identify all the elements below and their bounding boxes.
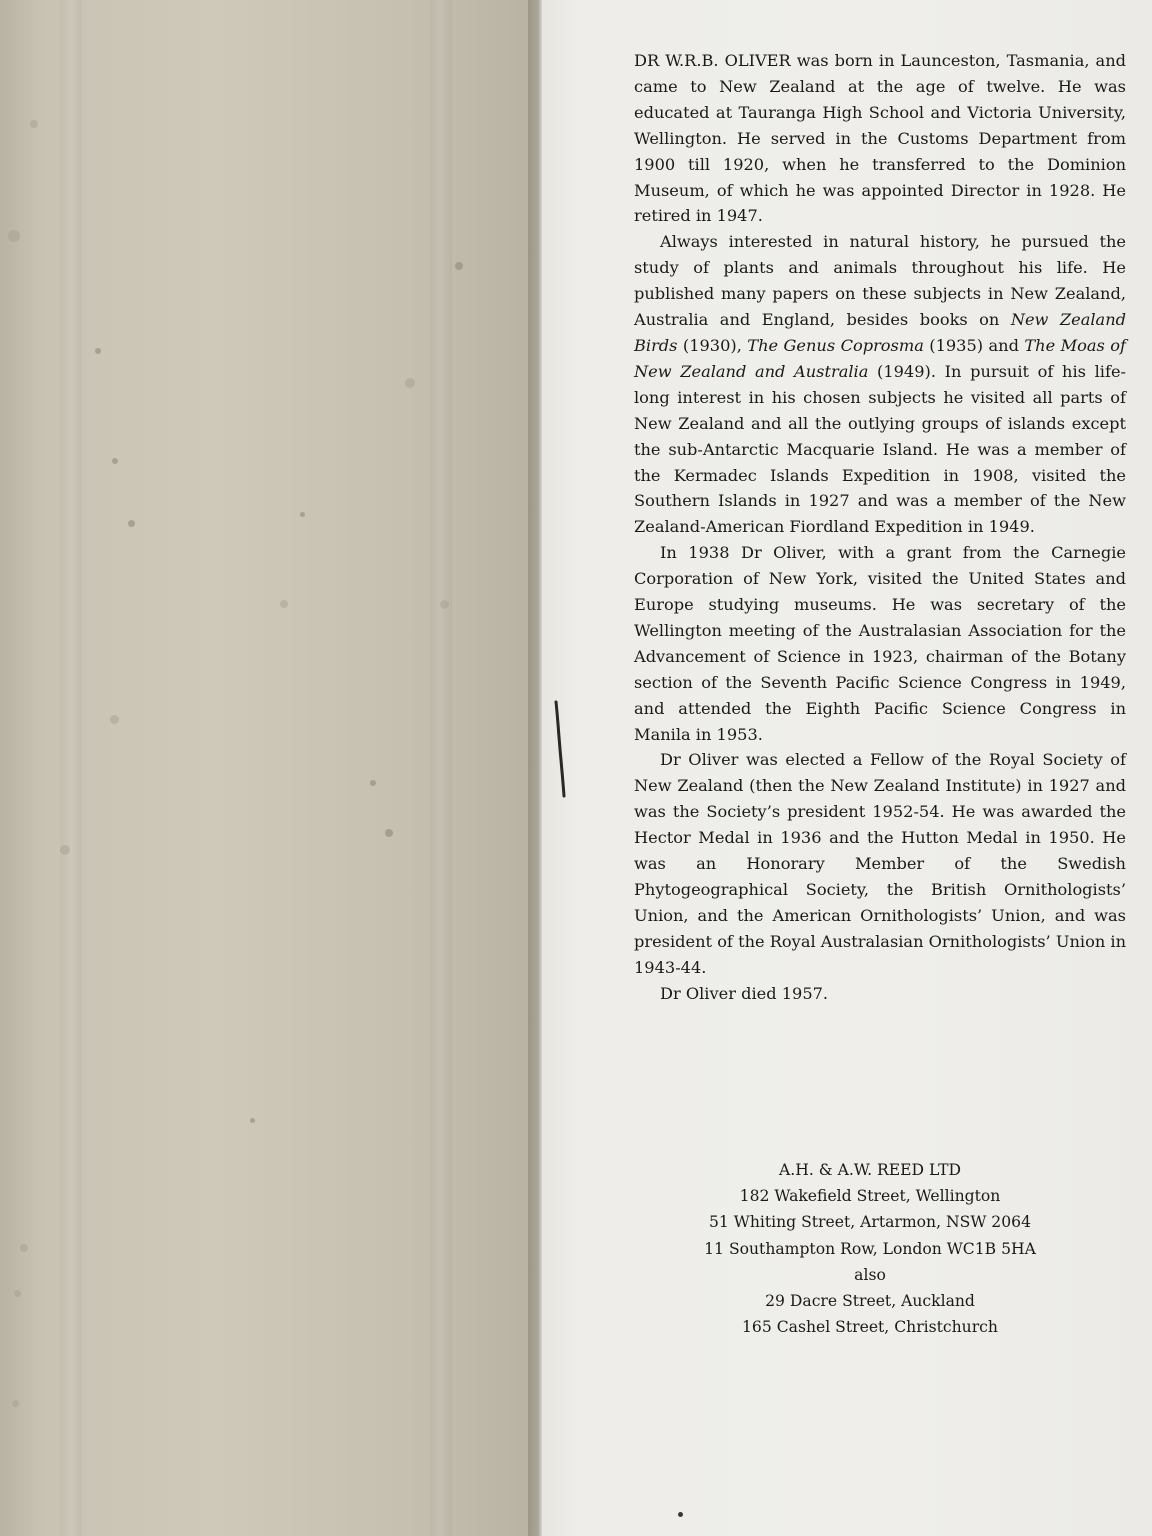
bio-paragraph: Dr Oliver died 1957. [660,983,829,1003]
publisher-address: 182 Wakefield Street, Wellington [739,1187,1001,1206]
cover-board [0,0,540,1536]
ink-dot [678,1512,683,1517]
foxing-spot [455,262,463,270]
foxing-spot [14,1290,21,1297]
bio-text: (1935) and [923,335,1025,355]
author-biography [634,48,1126,1007]
foxing-spot [112,458,118,464]
foxing-spot [8,230,20,242]
foxing-spot [370,780,376,786]
publisher-address: 165 Cashel Street, Christchurch [742,1318,998,1337]
bio-paragraph: In 1938 Dr Oliver, with a grant from the Carnegie Corporation of New York, visited the United States and Europe studying museums. He was secretary of the Wellington meeting of the Australasian Association for the Advancement of Science in 1923, chairman of the Botany section of the Seventh Pacific Science Congress in 1949, and attended the Eighth Pacific Science Congress in Manila in 1953. [634,543,1126,744]
publisher-address: 51 Whiting Street, Artarmon, NSW 2064 [709,1213,1031,1232]
foxing-spot [280,600,288,608]
page-edge [538,0,542,1536]
bio-text: Always interested in natural history, he pursued the study of plants and animals throughout his life. He published many papers on these subjects in New Zealand, Australia and England, besides books on [634,232,1126,330]
foxing-spot [12,1400,19,1407]
book-title: The Genus Coprosma [747,335,924,355]
pen-mark [552,700,572,800]
foxing-spot [300,512,305,517]
foxing-spot [60,845,70,855]
book-title: New Zealand Birds [634,310,1126,355]
publisher-name: A.H. & A.W. REED LTD [779,1161,961,1179]
bio-paragraph [634,229,1126,540]
board-fold-line [60,0,82,1536]
publisher-address: 29 Dacre Street, Auckland [765,1292,975,1311]
bio-text: (1949). In pursuit of his life-long interest in his chosen subjects he visited all parts of New Zealand and all the outlying groups of islands except the sub-Antarctic Macquarie Island. He was a member of the Kermadec Islands Expedition in 1908, visited the Southern Islands in 1927 and was a member of the New Zealand-American Fiordland Expedition in 1949. [634,361,1126,537]
bio-paragraph: Dr Oliver was elected a Fellow of the Royal Society of New Zealand (then the New Zealand Institute) in 1927 and was the Society’s president 1952-54. He was awarded the Hector Medal in 1936 and the Hutton Medal in 1950. He was an Honorary Member of the Swedish Phytogeographical Society, the British Ornithologists’ Union, and the American Ornithologists’ Union, and was president of the Royal Australasian Ornithologists’ Union in 1943-44. [634,750,1126,977]
publisher-also: also [854,1265,886,1284]
bio-paragraph: DR W.R.B. OLIVER was born in Launceston, Tasmania, and came to New Zealand at the age of twelve. He was educated at Tauranga High School and Victoria University, Wellington. He served in the Customs Department from 1900 till 1920, when he transferred to the Dominion Museum, of which he was appointed Director in 1928. He retired in 1947. [634,51,1126,226]
publisher-imprint [690,1157,1050,1340]
foxing-spot [110,715,119,724]
publisher-address: 11 Southampton Row, London WC1B 5HA [704,1239,1036,1258]
foxing-spot [30,120,38,128]
foxing-spot [405,378,415,388]
board-fold-line [430,0,452,1536]
foxing-spot [250,1118,255,1123]
book-title: The Moas of New Zealand and Australia [634,335,1126,381]
foxing-spot [440,600,449,609]
bio-text: (1930), [677,335,748,355]
foxing-spot [20,1244,28,1252]
foxing-spot [128,520,135,527]
foxing-spot [95,348,101,354]
foxing-spot [385,829,393,837]
